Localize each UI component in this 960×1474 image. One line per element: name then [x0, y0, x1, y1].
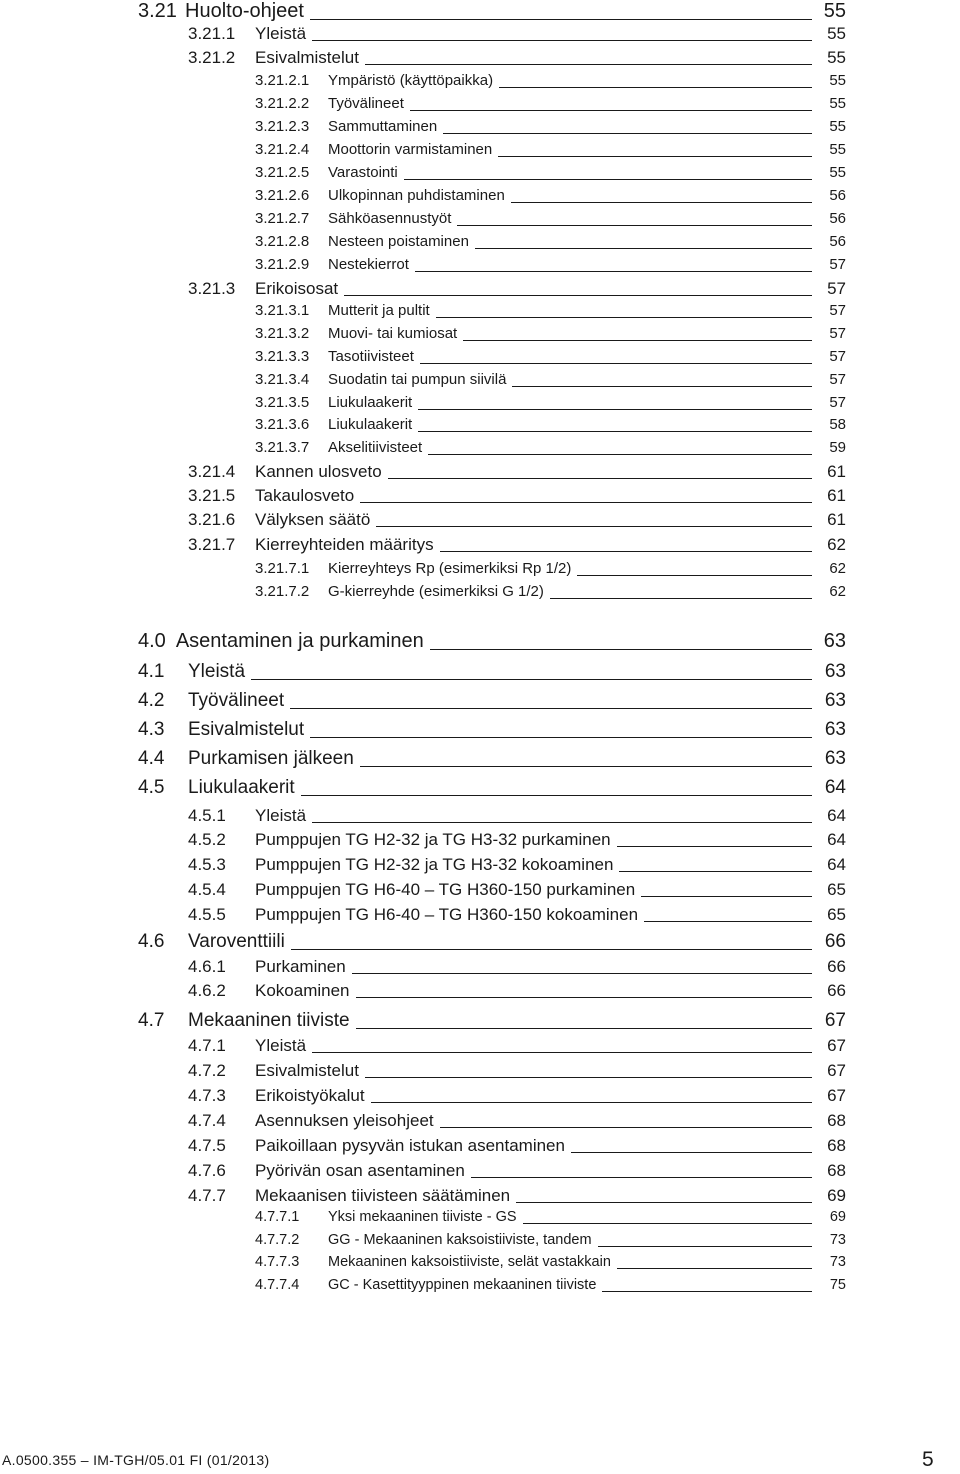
toc-entry[interactable] [0, 981, 960, 1006]
toc-entry-number: 4.7.4 [188, 1111, 226, 1130]
toc-entry-title: Pumppujen TG H2-32 ja TG H3-32 purkaminen [255, 830, 611, 849]
toc-entry-number: 3.21.5 [188, 486, 236, 505]
toc-entry-title: Kierreyhteys Rp (esimerkiksi Rp 1/2) [328, 560, 572, 577]
toc-entry-page: 64 [824, 777, 846, 798]
toc-entry-number: 3.21.3 [188, 279, 236, 298]
toc-entry-number: 4.3 [138, 719, 165, 740]
toc-entry-number: 3.21.3.5 [255, 394, 310, 411]
toc-entry-title: Suodatin tai pumpun siivilä [328, 371, 507, 388]
toc-leader-line [430, 648, 812, 650]
toc-entry[interactable] [0, 394, 960, 417]
toc-entry-number: 4.7.7.3 [255, 1254, 300, 1270]
toc-leader-line [360, 765, 812, 767]
toc-entry-title: Mekaaninen kaksoistiiviste, selät vastakkain [328, 1254, 611, 1270]
toc-entry-number: 3.21.3.2 [255, 325, 310, 342]
toc-entry-page: 57 [829, 348, 846, 365]
toc-entry-page: 68 [827, 1136, 846, 1155]
toc-entry-page: 69 [827, 1186, 846, 1205]
toc-entry-number: 3.21.2.4 [255, 141, 310, 158]
toc-entry-page: 64 [827, 855, 846, 874]
toc-entry-number: 3.21.7.2 [255, 583, 310, 600]
toc-leader-line [550, 597, 812, 599]
toc-entry-number: 3.21.2.9 [255, 256, 310, 273]
toc-leader-line [251, 678, 812, 680]
toc-entry[interactable] [0, 510, 960, 535]
toc-entry[interactable] [0, 48, 960, 73]
toc-leader-line [344, 294, 812, 296]
toc-entry-number: 3.21.2.8 [255, 233, 310, 250]
toc-entry-title: Nesteen poistaminen [328, 233, 469, 250]
toc-entry-page: 57 [829, 325, 846, 342]
toc-leader-line [356, 1027, 812, 1029]
toc-leader-line [428, 453, 812, 455]
toc-leader-line [577, 574, 812, 576]
toc-entry[interactable] [0, 1277, 960, 1300]
toc-entry-number: 4.5.5 [188, 905, 226, 924]
toc-entry-title: Varoventtiili [188, 931, 285, 952]
toc-entry-number: 4.7.7.4 [255, 1277, 300, 1293]
toc-entry-number: 3.21.3.1 [255, 302, 310, 319]
toc-entry[interactable] [0, 1086, 960, 1111]
toc-entry-number: 3.21.2.1 [255, 72, 310, 89]
toc-entry-number: 4.7.1 [188, 1036, 226, 1055]
toc-entry-page: 57 [829, 302, 846, 319]
toc-entry-page: 63 [823, 630, 846, 652]
toc-entry[interactable] [0, 630, 960, 658]
toc-leader-line [420, 362, 812, 364]
toc-entry-title: Yleistä [188, 661, 246, 682]
toc-entry-title: Esivalmistelut [255, 1061, 359, 1080]
toc-entry[interactable] [0, 486, 960, 511]
toc-leader-line [365, 1076, 812, 1078]
document-code: A.0500.355 – IM-TGH/05.01 FI (01/2013) [2, 1452, 270, 1468]
toc-entry[interactable] [0, 72, 960, 95]
toc-entry[interactable] [0, 164, 960, 187]
toc-leader-line [571, 1151, 812, 1153]
toc-entry-page: 68 [827, 1161, 846, 1180]
toc-entry-page: 66 [827, 981, 846, 1000]
toc-leader-line [440, 1126, 812, 1128]
toc-entry-number: 4.6.2 [188, 981, 226, 1000]
toc-entry-title: Erikoistyökalut [255, 1086, 365, 1105]
toc-leader-line [291, 948, 812, 950]
toc-entry-number: 3.21.7.1 [255, 560, 310, 577]
toc-entry[interactable] [0, 141, 960, 164]
toc-entry-title: Ympäristö (käyttöpaikka) [328, 72, 494, 89]
toc-entry[interactable] [0, 690, 960, 717]
toc-leader-line [498, 155, 812, 157]
toc-entry-title: Huolto-ohjeet [185, 0, 304, 22]
toc-leader-line [310, 18, 812, 20]
toc-leader-line [436, 316, 812, 318]
toc-entry-page: 63 [824, 748, 846, 769]
toc-entry-page: 64 [827, 806, 846, 825]
toc-entry[interactable] [0, 325, 960, 348]
toc-entry[interactable] [0, 1161, 960, 1186]
toc-entry[interactable] [0, 560, 960, 583]
toc-entry-title: G-kierreyhde (esimerkiksi G 1/2) [328, 583, 544, 600]
toc-leader-line [365, 63, 812, 65]
toc-entry-title: Kannen ulosveto [255, 462, 382, 481]
toc-entry-number: 4.5 [138, 777, 165, 798]
toc-leader-line [415, 270, 812, 272]
toc-entry-title: Ulkopinnan puhdistaminen [328, 187, 505, 204]
toc-entry-number: 3.21.2.2 [255, 95, 310, 112]
toc-entry[interactable] [0, 348, 960, 371]
toc-entry-number: 4.5.4 [188, 880, 226, 899]
toc-leader-line [619, 870, 812, 872]
toc-entry-number: 4.6.1 [188, 957, 226, 976]
toc-entry[interactable] [0, 302, 960, 325]
toc-entry[interactable] [0, 1136, 960, 1161]
toc-entry-number: 4.5.1 [188, 806, 226, 825]
toc-entry[interactable] [0, 371, 960, 394]
toc-entry[interactable] [0, 1209, 960, 1232]
toc-leader-line [523, 1222, 812, 1224]
toc-entry[interactable] [0, 1232, 960, 1255]
toc-entry-title: Asentaminen ja purkaminen [175, 630, 424, 652]
toc-entry-number: 3.21.2.5 [255, 164, 310, 181]
toc-entry-number: 3.21.3.7 [255, 439, 310, 456]
toc-entry[interactable] [0, 931, 960, 958]
toc-entry-number: 3.21.2.7 [255, 210, 310, 227]
toc-entry-page: 61 [827, 510, 846, 529]
toc-entry-page: 64 [827, 830, 846, 849]
toc-entry-number: 4.7.2 [188, 1061, 226, 1080]
toc-entry[interactable] [0, 1010, 960, 1037]
toc-entry-number: 3.21.3.4 [255, 371, 310, 388]
toc-entry[interactable] [0, 855, 960, 880]
toc-entry[interactable] [0, 1186, 960, 1211]
toc-entry-page: 66 [824, 931, 846, 952]
toc-entry-number: 3.21.2.6 [255, 187, 310, 204]
toc-entry-page: 55 [829, 141, 846, 158]
toc-entry-page: 61 [827, 462, 846, 481]
toc-entry-page: 65 [827, 880, 846, 899]
toc-entry-title: Purkamisen jälkeen [188, 748, 354, 769]
toc-entry-number: 4.7.6 [188, 1161, 226, 1180]
toc-entry-page: 56 [829, 210, 846, 227]
toc-entry-title: Kierreyhteiden määritys [255, 535, 434, 554]
page-number: 5 [922, 1448, 934, 1471]
toc-leader-line [463, 339, 812, 341]
toc-entry-title: Yleistä [255, 806, 307, 825]
toc-entry-title: GC - Kasettityyppinen mekaaninen tiiviste [328, 1277, 597, 1293]
toc-leader-line [598, 1245, 812, 1247]
toc-entry[interactable] [0, 1111, 960, 1136]
toc-leader-line [443, 132, 812, 134]
toc-entry-page: 55 [829, 164, 846, 181]
toc-entry-number: 3.21 [138, 0, 177, 22]
toc-entry[interactable] [0, 719, 960, 746]
toc-entry-title: Mutterit ja pultit [328, 302, 430, 319]
toc-entry[interactable] [0, 416, 960, 439]
toc-entry-title: Kokoaminen [255, 981, 350, 1000]
toc-entry-title: Pumppujen TG H2-32 ja TG H3-32 kokoaminen [255, 855, 614, 874]
toc-entry-page: 73 [829, 1254, 846, 1270]
toc-entry-page: 57 [829, 256, 846, 273]
toc-entry-page: 67 [827, 1036, 846, 1055]
toc-entry[interactable] [0, 1254, 960, 1277]
toc-leader-line [290, 707, 812, 709]
toc-entry[interactable] [0, 1036, 960, 1061]
toc-entry-title: Yleistä [255, 24, 307, 43]
toc-entry-number: 4.6 [138, 931, 165, 952]
toc-entry[interactable] [0, 806, 960, 831]
toc-leader-line [499, 86, 812, 88]
toc-entry-title: Mekaanisen tiivisteen säätäminen [255, 1186, 511, 1205]
toc-leader-line [371, 1101, 812, 1103]
toc-entry[interactable] [0, 661, 960, 688]
toc-leader-line [457, 224, 812, 226]
toc-entry-title: Esivalmistelut [255, 48, 359, 67]
toc-entry-page: 58 [829, 416, 846, 433]
toc-entry[interactable] [0, 830, 960, 855]
toc-entry-title: Takaulosveto [255, 486, 355, 505]
toc-leader-line [475, 247, 812, 249]
toc-entry-title: Liukulaakerit [188, 777, 295, 798]
toc-entry[interactable] [0, 957, 960, 982]
toc-entry-page: 57 [829, 371, 846, 388]
toc-entry-title: Moottorin varmistaminen [328, 141, 493, 158]
toc-entry-page: 55 [823, 0, 846, 22]
toc-entry-page: 61 [827, 486, 846, 505]
toc-entry-page: 56 [829, 187, 846, 204]
toc-entry-page: 62 [829, 560, 846, 577]
toc-entry-page: 75 [829, 1277, 846, 1293]
toc-entry[interactable] [0, 583, 960, 606]
toc-entry-page: 57 [827, 279, 846, 298]
toc-entry-title: Paikoillaan pysyvän istukan asentaminen [255, 1136, 565, 1155]
toc-entry-title: Akselitiivisteet [328, 439, 423, 456]
toc-entry-page: 55 [827, 24, 846, 43]
toc-entry-number: 3.21.1 [188, 24, 236, 43]
toc-entry-number: 4.7.7 [188, 1186, 226, 1205]
toc-entry-page: 63 [824, 661, 846, 682]
toc-entry-page: 63 [824, 690, 846, 711]
toc-entry-page: 59 [829, 439, 846, 456]
toc-entry-title: Nestekierrot [328, 256, 409, 273]
toc-entry-number: 4.4 [138, 748, 165, 769]
toc-entry[interactable] [0, 256, 960, 279]
toc-entry-title: Mekaaninen tiiviste [188, 1010, 350, 1031]
toc-entry-number: 4.7.7.1 [255, 1209, 300, 1225]
toc-leader-line [356, 996, 812, 998]
toc-leader-line [418, 408, 812, 410]
toc-entry-page: 68 [827, 1111, 846, 1130]
toc-entry-number: 4.7.3 [188, 1086, 226, 1105]
toc-entry-title: Yleistä [255, 1036, 307, 1055]
toc-entry[interactable] [0, 1061, 960, 1086]
toc-entry-title: Muovi- tai kumiosat [328, 325, 458, 342]
toc-entry[interactable] [0, 462, 960, 487]
toc-entry[interactable] [0, 24, 960, 49]
toc-leader-line [301, 794, 812, 796]
toc-entry-page: 69 [829, 1209, 846, 1225]
toc-entry-title: Asennuksen yleisohjeet [255, 1111, 434, 1130]
toc-leader-line [352, 972, 812, 974]
toc-entry-page: 62 [829, 583, 846, 600]
toc-entry[interactable] [0, 905, 960, 930]
toc-leader-line [312, 821, 812, 823]
toc-entry-title: Varastointi [328, 164, 398, 181]
toc-entry[interactable] [0, 439, 960, 462]
toc-entry[interactable] [0, 535, 960, 560]
toc-leader-line [404, 178, 812, 180]
toc-entry-page: 67 [827, 1086, 846, 1105]
toc-leader-line [617, 1267, 812, 1269]
toc-entry[interactable] [0, 118, 960, 141]
toc-leader-line [312, 1051, 812, 1053]
toc-entry-number: 3.21.2 [188, 48, 236, 67]
toc-entry-number: 4.7.5 [188, 1136, 226, 1155]
toc-leader-line [312, 39, 812, 41]
toc-entry-title: Liukulaakerit [328, 394, 413, 411]
toc-leader-line [310, 736, 812, 738]
toc-entry-number: 4.5.2 [188, 830, 226, 849]
toc-entry-page: 67 [827, 1061, 846, 1080]
toc-entry-title: Tasotiivisteet [328, 348, 414, 365]
toc-entry[interactable] [0, 95, 960, 118]
toc-entry-number: 4.7.7.2 [255, 1232, 300, 1248]
toc-entry-title: Purkaminen [255, 957, 346, 976]
toc-entry-page: 56 [829, 233, 846, 250]
toc-entry-number: 4.2 [138, 690, 165, 711]
toc-leader-line [360, 501, 812, 503]
toc-entry-title: GG - Mekaaninen kaksoistiiviste, tandem [328, 1232, 592, 1248]
toc-entry[interactable] [0, 233, 960, 256]
toc-entry-page: 55 [829, 118, 846, 135]
toc-leader-line [511, 201, 812, 203]
toc-entry-title: Erikoisosat [255, 279, 339, 298]
toc-entry[interactable] [0, 279, 960, 304]
toc-entry-number: 3.21.3.3 [255, 348, 310, 365]
toc-entry-title: Sähköasennustyöt [328, 210, 452, 227]
toc-entry-page: 57 [829, 394, 846, 411]
toc-entry-page: 55 [829, 72, 846, 89]
toc-entry-title: Esivalmistelut [188, 719, 305, 740]
toc-entry-number: 3.21.4 [188, 462, 236, 481]
toc-leader-line [617, 845, 812, 847]
toc-entry-title: Liukulaakerit [328, 416, 413, 433]
toc-entry-page: 65 [827, 905, 846, 924]
toc-leader-line [641, 895, 812, 897]
toc-entry[interactable] [0, 748, 960, 775]
toc-entry[interactable] [0, 210, 960, 233]
toc-entry-page: 66 [827, 957, 846, 976]
toc-leader-line [516, 1201, 812, 1203]
toc-entry-page: 55 [829, 95, 846, 112]
toc-entry-title: Yksi mekaaninen tiiviste - GS [328, 1209, 517, 1225]
toc-entry-page: 62 [827, 535, 846, 554]
toc-entry-number: 3.21.2.3 [255, 118, 310, 135]
toc-entry-number: 4.7 [138, 1010, 165, 1031]
toc-leader-line [512, 385, 812, 387]
toc-entry-title: Työvälineet [188, 690, 285, 711]
toc-entry-number: 3.21.7 [188, 535, 236, 554]
toc-entry-number: 4.1 [138, 661, 165, 682]
toc-entry-title: Pumppujen TG H6-40 – TG H360-150 purkaminen [255, 880, 636, 899]
toc-leader-line [602, 1290, 812, 1292]
toc-leader-line [471, 1176, 812, 1178]
toc-leader-line [388, 477, 812, 479]
toc-entry[interactable] [0, 187, 960, 210]
toc-entry-number: 3.21.3.6 [255, 416, 310, 433]
toc-entry-page: 55 [827, 48, 846, 67]
toc-entry[interactable] [0, 777, 960, 804]
toc-entry-number: 4.5.3 [188, 855, 226, 874]
toc-entry-page: 63 [824, 719, 846, 740]
toc-leader-line [418, 430, 812, 432]
toc-leader-line [376, 525, 812, 527]
toc-entry[interactable] [0, 880, 960, 905]
toc-entry-number: 3.21.6 [188, 510, 236, 529]
toc-entry-title: Sammuttaminen [328, 118, 438, 135]
toc-leader-line [410, 109, 812, 111]
toc-entry-page: 67 [824, 1010, 846, 1031]
toc-leader-line [644, 920, 812, 922]
toc-entry-title: Työvälineet [328, 95, 404, 112]
toc-entry-title: Pyörivän osan asentaminen [255, 1161, 465, 1180]
toc-entry-title: Pumppujen TG H6-40 – TG H360-150 kokoaminen [255, 905, 639, 924]
toc-entry-page: 73 [829, 1232, 846, 1248]
toc-entry-title: Välyksen säätö [255, 510, 371, 529]
toc-leader-line [440, 550, 812, 552]
toc-entry-number: 4.0 [138, 630, 166, 652]
